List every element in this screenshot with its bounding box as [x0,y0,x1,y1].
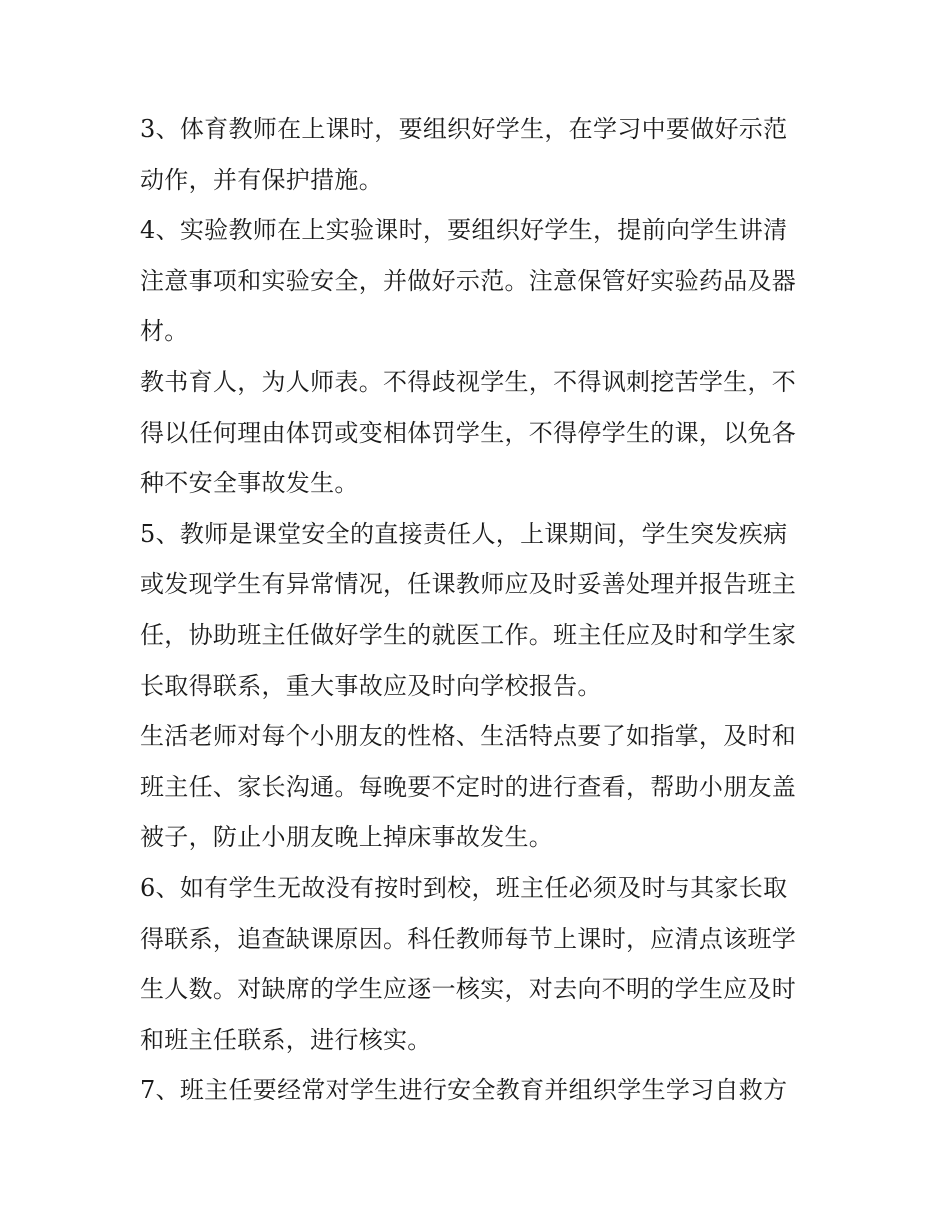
text-line: 7、班主任要经常对学生进行安全教育并组织学生学习自救方 [140,1076,788,1105]
text-line: 教书育人，为人师表。不得歧视学生，不得讽刺挖苦学生，不 [140,367,797,396]
document-body [140,104,820,1116]
text-line: 材。 [140,317,189,346]
text-line: 6、如有学生无故没有按时到校，班主任必须及时与其家长取 [140,873,788,902]
text-line: 生人数。对缺席的学生应逐一核实，对去向不明的学生应及时 [140,975,797,1004]
text-line: 5、教师是课堂安全的直接责任人，上课期间，学生突发疾病 [140,519,788,548]
text-line: 得联系，追查缺课原因。科任教师每节上课时，应清点该班学 [140,924,797,953]
text-line: 任，协助班主任做好学生的就医工作。班主任应及时和学生家 [140,620,797,649]
text-line: 4、实验教师在上实验课时，要组织好学生，提前向学生讲清 [140,216,788,245]
text-line: 或发现学生有异常情况，任课教师应及时妥善处理并报告班主 [140,570,797,599]
text-line: 得以任何理由体罚或变相体罚学生，不得停学生的课，以免各 [140,418,797,447]
text-line: 动作，并有保护措施。 [140,165,383,194]
text-line: 和班主任联系，进行核实。 [140,1025,432,1054]
text-line: 3、体育教师在上课时，要组织好学生，在学习中要做好示范 [140,115,788,143]
text-line: 注意事项和实验安全，并做好示范。注意保管好实验药品及器 [140,266,797,295]
text-line: 班主任、家长沟通。每晚要不定时的进行查看，帮助小朋友盖 [140,772,797,801]
text-line: 长取得联系，重大事故应及时向学校报告。 [140,671,602,700]
text-line: 生活老师对每个小朋友的性格、生活特点要了如指掌，及时和 [140,722,797,751]
text-line: 种不安全事故发生。 [140,469,359,498]
text-line: 被子，防止小朋友晚上掉床事故发生。 [140,823,554,852]
